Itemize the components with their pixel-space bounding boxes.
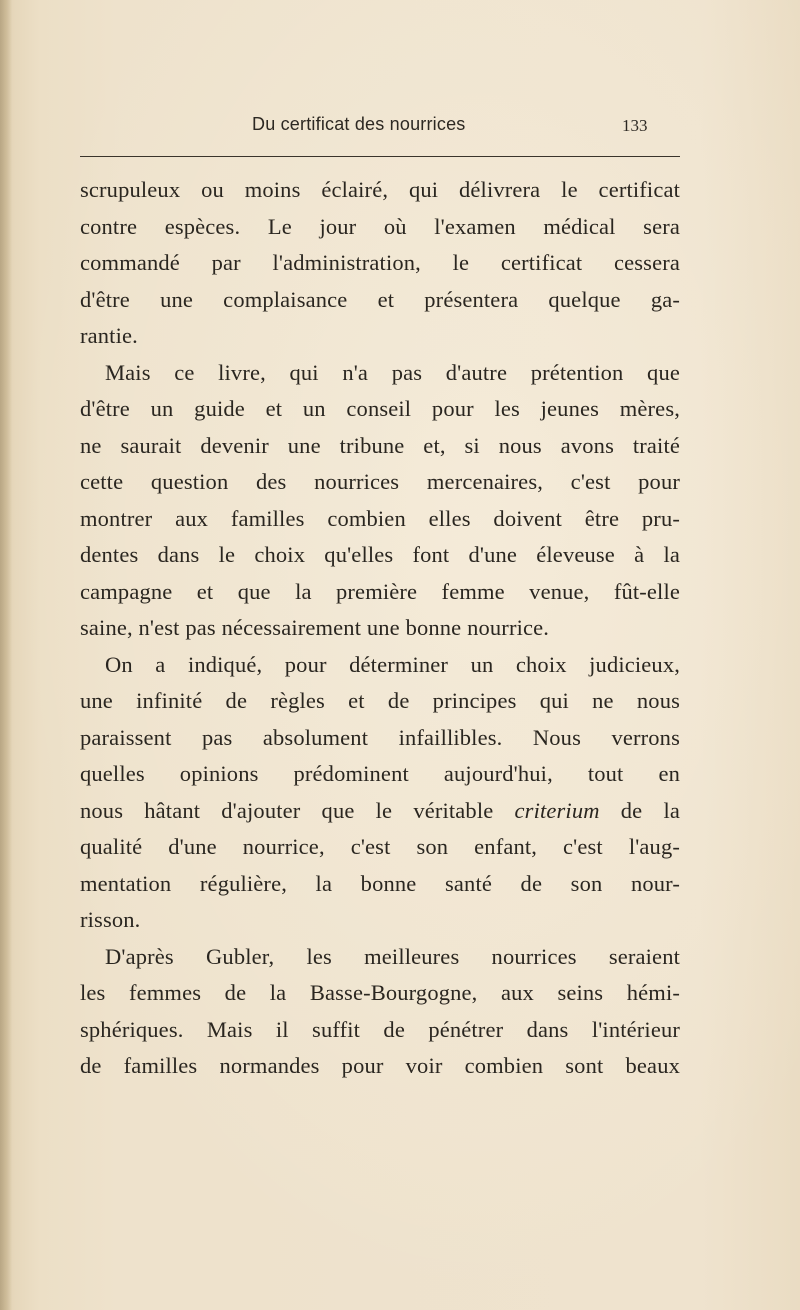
text-line: risson. (80, 907, 141, 932)
text-line: rantie. (80, 323, 138, 348)
text-line: d'être un guide et un conseil pour les jeunes mères, (80, 396, 680, 421)
text-run: nous hâtant d'ajouter que le véritable (80, 797, 515, 823)
text-line: saine, n'est pas nécessairement une bonne nourrice. (80, 615, 550, 640)
text-line: contre espèces. Le jour où l'examen médical sera (80, 213, 680, 239)
paragraph-start-line: D'après Gubler, les meilleures nourrices seraient (105, 943, 680, 969)
text-line: d'être une complaisance et présentera quelque ga- (80, 286, 680, 312)
text-line: campagne et que la première femme venue, fût-elle (80, 578, 680, 604)
text-line: qualité d'une nourrice, c'est son enfant, c'est l'aug- (80, 834, 680, 859)
text-line: scrupuleux ou moins éclairé, qui délivrera le certificat (80, 177, 680, 202)
text-line-with-italic (80, 793, 680, 830)
text-line: sphériques. Mais il suffit de pénétrer dans l'intérieur (80, 1016, 680, 1042)
text-line: paraissent pas absolument infaillibles. Nous verrons (80, 724, 680, 750)
text-line: les femmes de la Basse-Bourgogne, aux seins hémi- (80, 980, 680, 1005)
running-title: Du certificat des nourrices (252, 114, 466, 134)
page-gutter-shadow (0, 0, 12, 1310)
header-rule (80, 156, 680, 157)
text-line: cette question des nourrices mercenaires, c'est pour (80, 469, 680, 494)
running-head (80, 114, 680, 144)
text-line: mentation régulière, la bonne santé de son nour- (80, 870, 680, 896)
text-run: de la (599, 797, 680, 823)
text-line: montrer aux familles combien elles doivent être pru- (80, 505, 680, 531)
text-line: une infinité de règles et de principes qui ne nous (80, 688, 680, 713)
italic-term: criterium (514, 797, 600, 823)
text-line: quelles opinions prédominent aujourd'hui, tout en (80, 761, 680, 786)
text-line: de familles normandes pour voir combien sont beaux (80, 1053, 680, 1078)
text-line: commandé par l'administration, le certificat cessera (80, 250, 680, 275)
page-number: 133 (622, 116, 648, 135)
body-text (80, 172, 680, 1085)
text-line: ne saurait devenir une tribune et, si nous avons traité (80, 432, 680, 458)
paragraph-start-line: Mais ce livre, qui n'a pas d'autre prétention que (105, 359, 680, 385)
paragraph-start-line: On a indiqué, pour déterminer un choix judicieux, (105, 651, 680, 677)
text-line: dentes dans le choix qu'elles font d'une éleveuse à la (80, 542, 680, 567)
